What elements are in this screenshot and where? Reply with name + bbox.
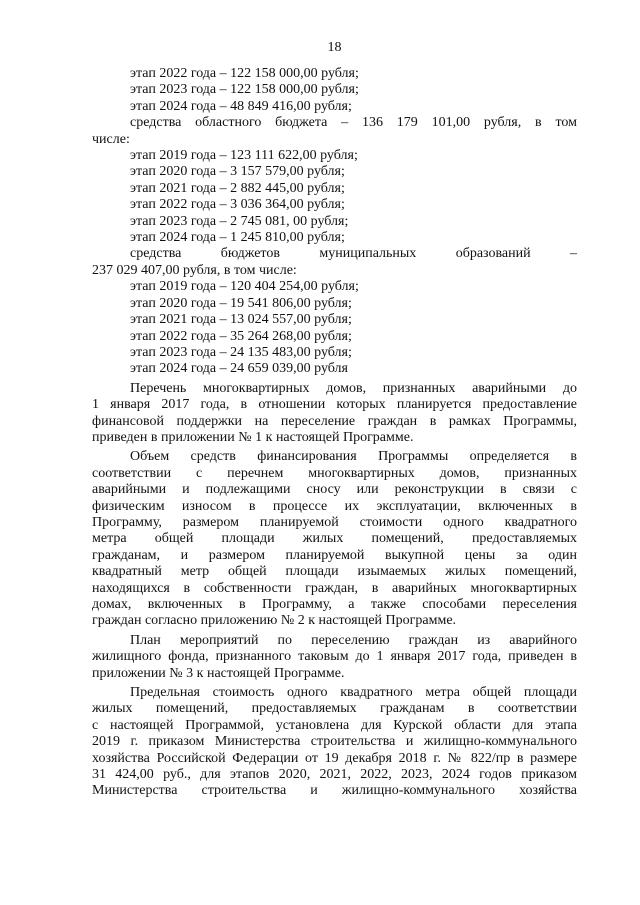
municipal-stage-line: этап 2024 года – 24 659 039,00 рубля	[130, 361, 348, 377]
paragraph-action-plan	[92, 633, 577, 682]
paragraph-line: гражданам, и размером планируемой выкупной цены за один	[92, 547, 577, 563]
paragraph-line: 1 января 2017 года, в отношении которых планируется предоставление	[92, 397, 577, 413]
paragraph-line: граждан согласно приложению № 2 к настоящей Программе.	[92, 613, 457, 629]
funding-line: этап 2022 года – 122 158 000,00 рубля;	[130, 66, 359, 81]
paragraph-line: метра общей площади жилых помещений, предоставляемых	[92, 531, 577, 547]
paragraph-funding-volume	[92, 449, 577, 629]
municipal-budget-heading-cont: 237 029 407,00 рубля, в том числе:	[92, 262, 297, 278]
regional-stage-line: этап 2020 года – 3 157 579,00 рубля;	[130, 164, 345, 180]
paragraph-line: находящихся в собственности граждан, в аварийных многоквартирных	[92, 580, 577, 596]
paragraph-line: физическим износом в процессе их эксплуатации, включенных в	[92, 498, 577, 514]
municipal-stage-line: этап 2019 года – 120 404 254,00 рубля;	[130, 279, 359, 295]
regional-budget-heading: средства областного бюджета – 136 179 101,00 рубля, в том	[130, 115, 577, 131]
paragraph-line: План мероприятий по переселению граждан из аварийного	[130, 632, 577, 648]
municipal-stage-line: этап 2023 года – 24 135 483,00 рубля;	[130, 344, 352, 360]
paragraph-line: жилых помещений, предоставляемых гражданам в соответствии	[92, 701, 577, 717]
regional-budget-heading-cont: числе:	[92, 131, 130, 147]
paragraph-line: финансовой поддержки на переселение граждан в рамках Программы,	[92, 413, 577, 429]
paragraph-line: Министерства строительства и жилищно-коммунального хозяйства	[92, 783, 577, 799]
regional-stage-line: этап 2022 года – 3 036 364,00 рубля;	[130, 197, 345, 213]
paragraph-line: жилищного фонда, признанного таковым до 1 января 2017 года, приведен в	[92, 649, 577, 665]
municipal-budget-heading: средства бюджетов муниципальных образований –	[130, 246, 577, 262]
paragraph-price-limit	[92, 685, 577, 800]
funding-line: этап 2023 года – 122 158 000,00 рубля;	[130, 82, 359, 98]
municipal-stage-line: этап 2021 года – 13 024 557,00 рубля;	[130, 312, 352, 328]
funding-list	[92, 66, 577, 115]
municipal-budget-block	[92, 246, 577, 377]
municipal-stage-line: этап 2022 года – 35 264 268,00 рубля;	[130, 328, 352, 344]
paragraph-list-of-buildings	[92, 381, 577, 447]
paragraph-line: с настоящей Программой, установлена для Курской области для этапа	[92, 717, 577, 733]
regional-stage-line: этап 2019 года – 123 111 622,00 рубля;	[130, 148, 358, 164]
paragraph-line: 31 424,00 руб., для этапов 2020, 2021, 2022, 2023, 2024 годов приказом	[92, 767, 577, 783]
regional-budget-block	[92, 115, 577, 246]
regional-stage-line: этап 2024 года – 1 245 810,00 рубля;	[130, 230, 345, 246]
regional-stage-line: этап 2021 года – 2 882 445,00 рубля;	[130, 180, 345, 196]
paragraph-line: Объем средств финансирования Программы определяется в	[130, 449, 577, 465]
paragraph-line: Перечень многоквартирных домов, признанных аварийными до	[130, 380, 577, 396]
paragraph-line: приведен в приложении № 1 к настоящей Программе.	[92, 429, 414, 445]
paragraph-line: Предельная стоимость одного квадратного метра общей площади	[130, 685, 577, 701]
regional-stage-line: этап 2023 года – 2 745 081, 00 рубля;	[130, 213, 349, 229]
paragraph-line: 2019 г. приказом Министерства строительства и жилищно-коммунального	[92, 734, 577, 750]
municipal-stage-line: этап 2020 года – 19 541 806,00 рубля;	[130, 295, 352, 311]
paragraph-line: приложении № 3 к настоящей Программе.	[92, 665, 345, 681]
paragraph-line: соответствии с перечнем многоквартирных домов, признанных	[92, 465, 577, 481]
page-number: 18	[327, 40, 342, 55]
funding-line: этап 2024 года – 48 849 416,00 рубля;	[130, 98, 352, 114]
paragraph-line: домах, включенных в Программу, а также способами переселения	[92, 597, 577, 612]
paragraph-line: квадратный метр общей площади изымаемых жилых помещений,	[92, 564, 577, 580]
paragraph-line: хозяйства Российской Федерации от 19 декабря 2018 г. № 822/пр в размере	[92, 750, 577, 766]
paragraph-line: Программу, размером планируемой стоимости одного квадратного	[92, 514, 577, 530]
paragraph-line: аварийными и подлежащими сносу или реконструкции в связи с	[92, 482, 577, 498]
